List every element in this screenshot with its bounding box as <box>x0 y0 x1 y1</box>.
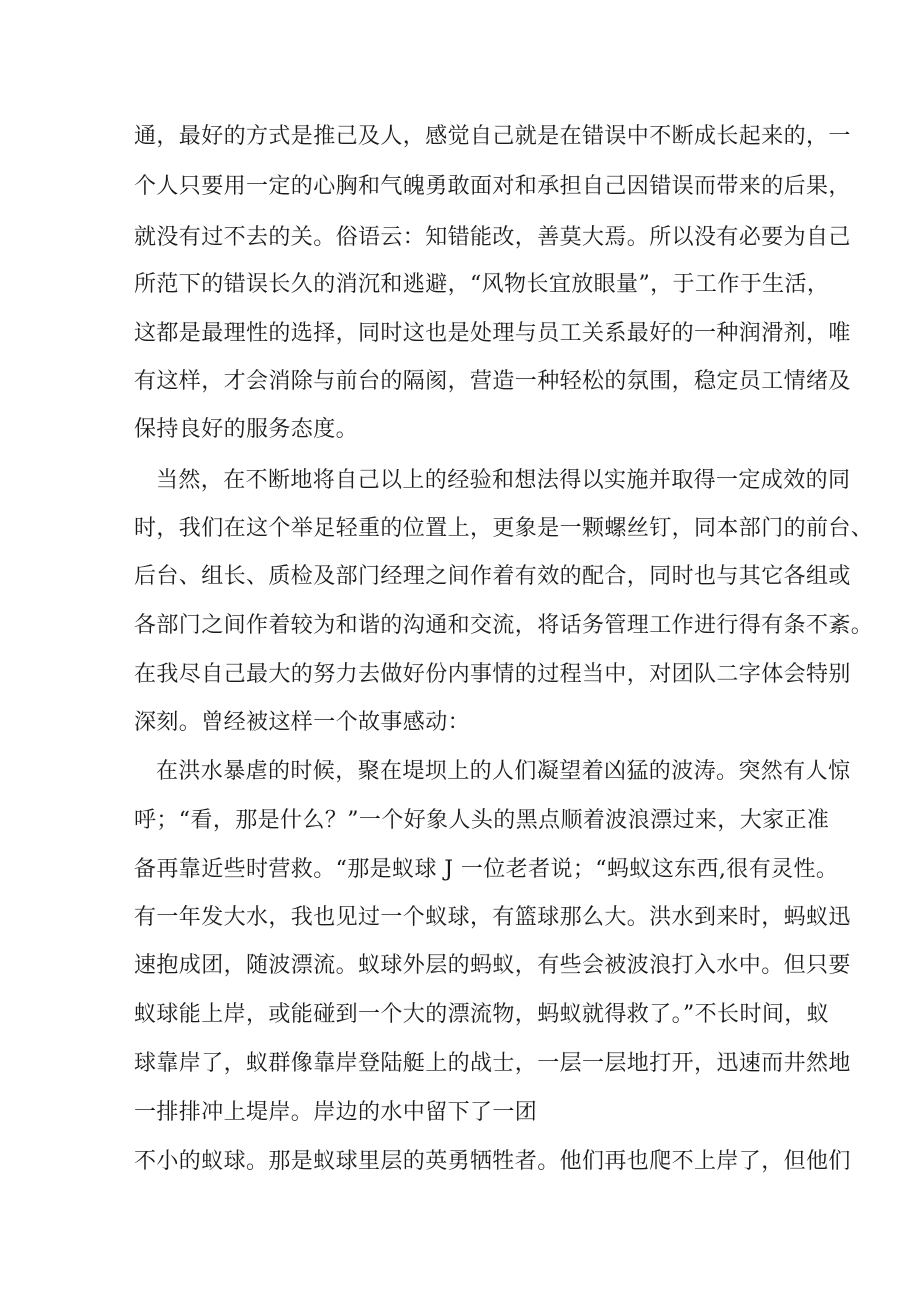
text-line: 有这样，才会消除与前台的隔阂，营造一种轻松的氛围，稳定员工情绪及 <box>134 369 851 394</box>
text-line: 不小的蚁球。那是蚁球里层的英勇牺牲者。他们再也爬不上岸了，但他们 <box>134 1149 851 1174</box>
text-line: 个人只要用一定的心胸和气魄勇敢面对和承担自己因错误而带来的后果， <box>134 174 851 199</box>
text-line: 速抱成团，随波漂流。蚁球外层的蚂蚁，有些会被波浪打入水中。但只要 <box>134 953 851 978</box>
text-line: 呼；“看，那是什么？”一个好象人头的黑点顺着波浪漂过来，大家正准 <box>134 808 830 833</box>
text-line: 球靠岸了，蚁群像靠岸登陆艇上的战士，一层一层地打开，迅速而井然地 <box>134 1051 851 1076</box>
text-line: 通，最好的方式是推己及人，感觉自己就是在错误中不断成长起来的，一 <box>134 124 851 149</box>
text-line: 这都是最理性的选择，同时这也是处理与员工关系最好的一种润滑剂，唯 <box>134 321 851 346</box>
text-line: 所范下的错误长久的消沉和逃避，“风物长宜放眼量”，于工作于生活， <box>134 272 830 297</box>
paragraph-start-line: 在洪水暴虐的时候，聚在堤坝上的人们凝望着凶猛的波涛。突然有人惊 <box>156 759 851 784</box>
paragraph-start-line: 当然，在不断地将自己以上的经验和想法得以实施并取得一定成效的同 <box>156 468 851 493</box>
text-line: 蚁球能上岸，或能碰到一个大的漂流物，蚂蚁就得救了。”不长时间，蚁 <box>134 1002 830 1027</box>
text-line: 备再靠近些时营救。“那是蚁球 J 一位老者说；“蚂蚁这东西,很有灵性。 <box>134 857 839 882</box>
text-line: 就没有过不去的关。俗语云：知错能改，善莫大焉。所以没有必要为自己 <box>134 225 851 250</box>
text-line: 一排排冲上堤岸。岸边的水中留下了一团 <box>134 1100 538 1125</box>
text-line: 有一年发大水，我也见过一个蚁球，有篮球那么大。洪水到来时，蚂蚁迅 <box>134 905 851 930</box>
text-line: 时，我们在这个举足轻重的位置上，更象是一颗螺丝钉，同本部门的前台、 <box>134 516 874 541</box>
text-line: 各部门之间作着较为和谐的沟通和交流，将话务管理工作进行得有条不紊。 <box>134 613 874 638</box>
text-line: 后台、组长、质检及部门经理之间作着有效的配合，同时也与其它各组或 <box>134 564 851 589</box>
text-line: 深刻。曾经被这样一个故事感动： <box>134 710 471 735</box>
text-line: 在我尽自己最大的努力去做好份内事情的过程当中，对团队二字体会特别 <box>134 662 851 687</box>
text-line: 保持良好的服务态度。 <box>134 417 359 442</box>
